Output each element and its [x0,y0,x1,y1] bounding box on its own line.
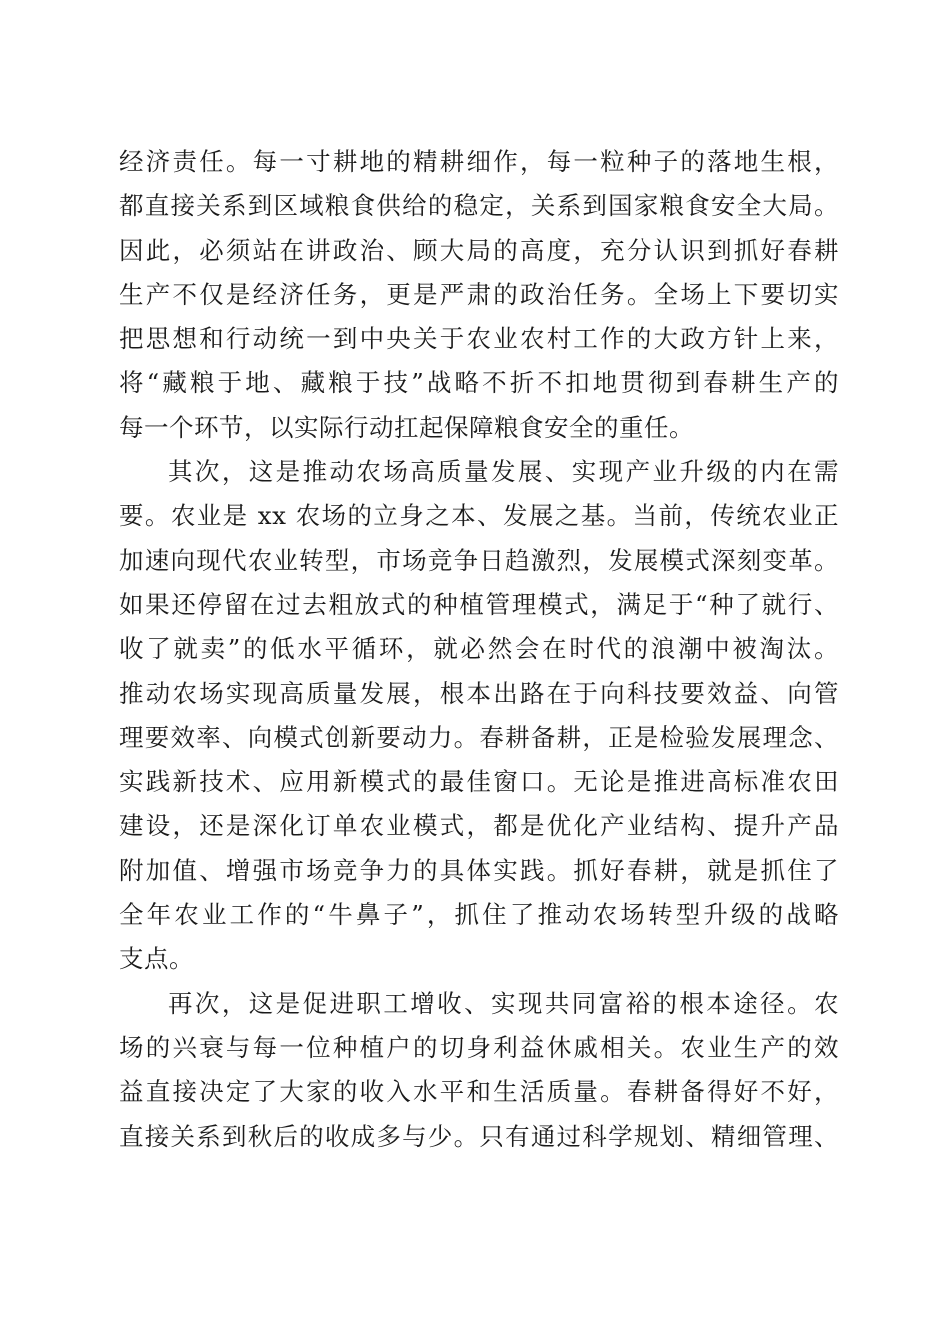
text-line: 生产不仅是经济任务，更是严肃的政治任务。全场上下要切实 [119,279,839,309]
text-line: 要。农业是 xx 农场的立身之本、发展之基。当前，传统农业正 [119,501,839,531]
text-line: 收了就卖”的低水平循环，就必然会在时代的浪潮中被淘汰。 [119,634,839,664]
text-line: 将“藏粮于地、藏粮于技”战略不折不扣地贯彻到春耕生产的 [119,368,839,398]
text-line: 益直接决定了大家的收入水平和生活质量。春耕备得好不好， [119,1077,839,1107]
document-body [119,140,839,1159]
text-line: 因此，必须站在讲政治、顾大局的高度，充分认识到抓好春耕 [119,235,839,265]
text-line: 建设，还是深化订单农业模式，都是优化产业结构、提升产品 [119,811,839,841]
text-line: 加速向现代农业转型，市场竞争日趋激烈，发展模式深刻变革。 [119,545,839,575]
text-line: 理要效率、向模式创新要动力。春耕备耕，正是检验发展理念、 [119,722,839,752]
text-line: 如果还停留在过去粗放式的种植管理模式，满足于“种了就行、 [119,589,839,619]
text-line: 都直接关系到区域粮食供给的稳定，关系到国家粮食安全大局。 [119,191,839,221]
text-line: 经济责任。每一寸耕地的精耕细作，每一粒种子的落地生根， [119,147,839,176]
text-line: 直接关系到秋后的收成多与少。只有通过科学规划、精细管理、 [119,1121,839,1151]
text-line: 推动农场实现高质量发展，根本出路在于向科技要效益、向管 [119,678,839,708]
text-line: 每一个环节，以实际行动扛起保障粮食安全的重任。 [119,412,694,442]
text-line: 全年农业工作的“牛鼻子”，抓住了推动农场转型升级的战略 [119,900,839,930]
paragraph-first-line: 其次，这是推动农场高质量发展、实现产业升级的内在需 [168,457,839,487]
paragraph-first-line: 再次，这是促进职工增收、实现共同富裕的根本途径。农 [168,988,839,1018]
text-line: 附加值、增强市场竞争力的具体实践。抓好春耕，就是抓住了 [119,855,839,885]
text-line: 场的兴衰与每一位种植户的切身利益休戚相关。农业生产的效 [119,1032,839,1062]
text-line: 支点。 [119,944,194,974]
text-line: 实践新技术、应用新模式的最佳窗口。无论是推进高标准农田 [119,767,839,797]
text-line: 把思想和行动统一到中央关于农业农村工作的大政方针上来， [119,324,839,354]
